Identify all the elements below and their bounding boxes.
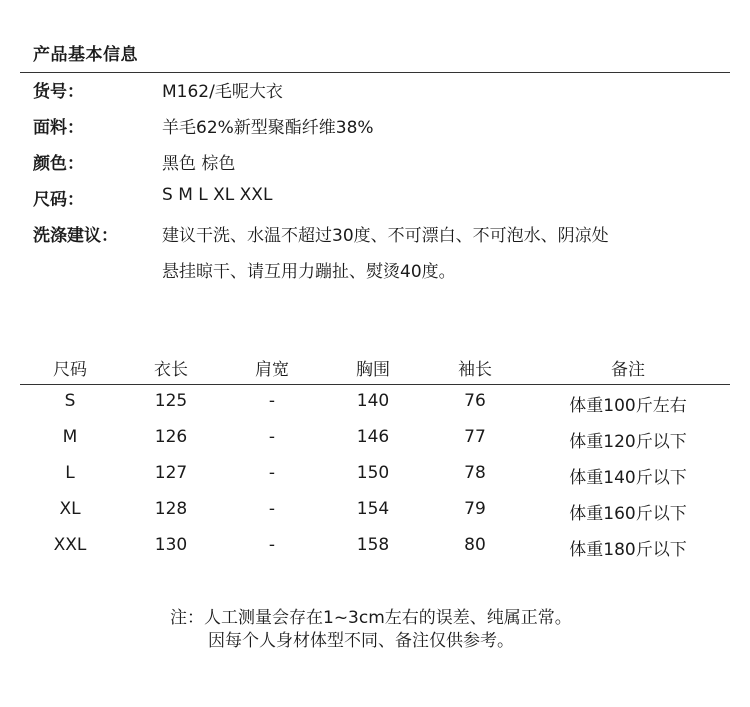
title-divider bbox=[20, 72, 730, 73]
table-cell: 体重100斤左右 bbox=[569, 396, 687, 416]
header-cell-length: 衣长 bbox=[154, 360, 188, 380]
table-cell: XXL bbox=[53, 535, 87, 555]
footnote-line-1: 注：人工测量会存在1~3cm左右的误差、纯属正常。 bbox=[170, 608, 572, 628]
info-value: 黑色 棕色 bbox=[162, 154, 236, 174]
table-cell: 体重160斤以下 bbox=[569, 504, 687, 524]
table-divider bbox=[20, 384, 730, 385]
table-cell: 体重140斤以下 bbox=[569, 468, 687, 488]
table-cell: 150 bbox=[356, 463, 390, 483]
info-row-color bbox=[0, 149, 750, 179]
table-cell: S bbox=[64, 391, 76, 411]
size-table-header bbox=[20, 355, 730, 387]
table-cell: 128 bbox=[154, 499, 188, 519]
info-label: 颜色： bbox=[33, 154, 84, 174]
table-cell: - bbox=[268, 535, 276, 555]
info-value: 建议干洗、水温不超过30度、不可漂白、不可泡水、阴凉处 bbox=[162, 226, 609, 246]
info-row-washing bbox=[0, 221, 750, 251]
info-row-washing-continued bbox=[0, 257, 750, 287]
header-cell-size: 尺码 bbox=[53, 360, 87, 380]
table-cell: M bbox=[62, 427, 78, 447]
info-value: M162/毛呢大衣 bbox=[162, 82, 283, 102]
table-cell: - bbox=[268, 499, 276, 519]
header-cell-sleeve: 袖长 bbox=[458, 360, 492, 380]
info-label: 尺码： bbox=[33, 190, 84, 210]
table-cell: 77 bbox=[464, 427, 486, 447]
info-label: 面料： bbox=[33, 118, 84, 138]
table-cell: 126 bbox=[154, 427, 188, 447]
section-title: 产品基本信息 bbox=[33, 45, 138, 65]
table-row bbox=[20, 463, 730, 495]
header-cell-remarks: 备注 bbox=[611, 360, 645, 380]
info-value: 羊毛62%新型聚酯纤维38% bbox=[162, 118, 374, 138]
table-cell: 146 bbox=[356, 427, 390, 447]
table-cell: 79 bbox=[464, 499, 486, 519]
table-cell: 130 bbox=[154, 535, 188, 555]
table-cell: XL bbox=[59, 499, 81, 519]
info-label: 货号： bbox=[33, 82, 84, 102]
table-cell: 体重120斤以下 bbox=[569, 432, 687, 452]
table-cell: 78 bbox=[464, 463, 486, 483]
footnote-line-2: 因每个人身材体型不同、备注仅供参考。 bbox=[208, 631, 514, 651]
table-cell: 80 bbox=[464, 535, 486, 555]
table-cell: 158 bbox=[356, 535, 390, 555]
table-cell: - bbox=[268, 463, 276, 483]
info-row-size bbox=[0, 185, 750, 215]
info-row-item-number bbox=[0, 77, 750, 107]
table-row bbox=[20, 535, 730, 567]
header-cell-chest: 胸围 bbox=[356, 360, 390, 380]
table-cell: 127 bbox=[154, 463, 188, 483]
header-cell-shoulder: 肩宽 bbox=[255, 360, 289, 380]
table-row bbox=[20, 427, 730, 459]
table-cell: - bbox=[268, 391, 276, 411]
info-label: 洗涤建议： bbox=[33, 226, 118, 246]
table-cell: 76 bbox=[464, 391, 486, 411]
table-row bbox=[20, 499, 730, 531]
table-cell: 154 bbox=[356, 499, 390, 519]
info-value: S M L XL XXL bbox=[162, 185, 273, 205]
table-cell: L bbox=[65, 463, 75, 483]
table-cell: 125 bbox=[154, 391, 188, 411]
table-cell: 体重180斤以下 bbox=[569, 540, 687, 560]
info-row-fabric bbox=[0, 113, 750, 143]
table-row bbox=[20, 391, 730, 423]
table-cell: 140 bbox=[356, 391, 390, 411]
info-value: 悬挂晾干、请互用力蹦扯、熨烫40度。 bbox=[162, 262, 456, 282]
table-cell: - bbox=[268, 427, 276, 447]
